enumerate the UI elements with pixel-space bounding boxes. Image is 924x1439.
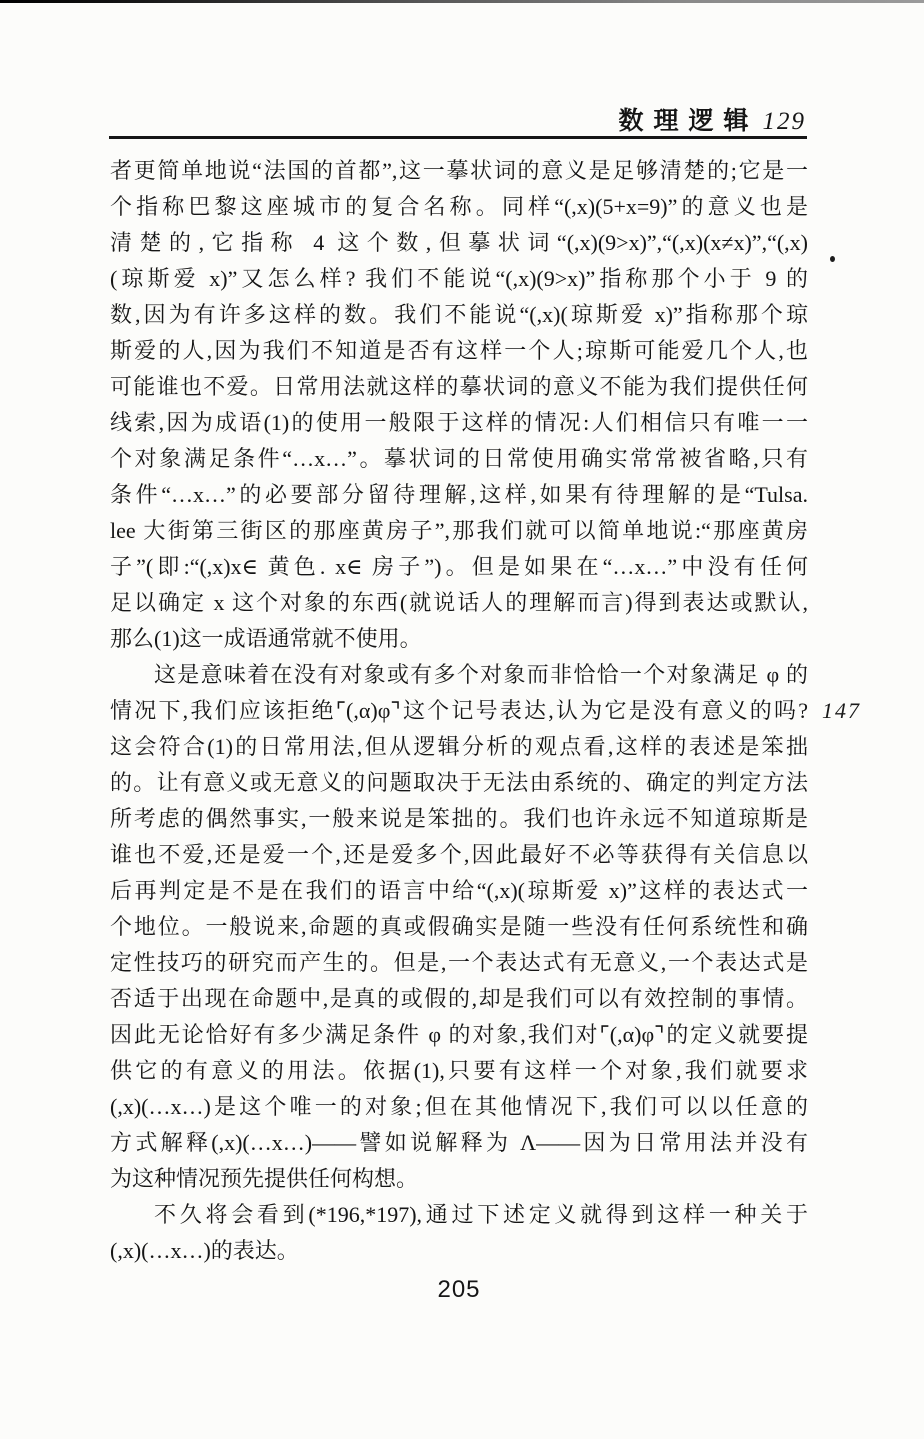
text-line: 供它的有意义的用法。依据(1),只要有这样一个对象,我们就要求 bbox=[110, 1058, 808, 1083]
text-line: 因此无论恰好有多少满足条件 φ 的对象,我们对⌜(,α)φ⌝的定义就要提 bbox=[110, 1022, 808, 1047]
text-line: 这是意味着在没有对象或有多个对象而非恰恰一个对象满足 φ 的 bbox=[154, 662, 808, 687]
text-line: 个地位。一般说来,命题的真或假确实是随一些没有任何系统性和确 bbox=[110, 914, 808, 939]
text-line: 足以确定 x 这个对象的东西(就说话人的理解而言)得到表达或默认, bbox=[110, 590, 808, 615]
page-header bbox=[618, 101, 806, 137]
text-line: 不久将会看到(*196,*197),通过下述定义就得到这样一种关于 bbox=[154, 1202, 808, 1227]
text-line: 那么(1)这一成语通常就不使用。 bbox=[110, 626, 422, 651]
text-line: 个对象满足条件“…x…”。摹状词的日常使用确实常常被省略,只有 bbox=[110, 446, 808, 471]
text-line: 情况下,我们应该拒绝⌜(,α)φ⌝这个记号表达,认为它是没有意义的吗? bbox=[110, 698, 808, 723]
text-line: 方式解释(,x)(…x…)——譬如说解释为 Λ——因为日常用法并没有 bbox=[110, 1130, 808, 1155]
text-line: lee 大街第三街区的那座黄房子”,那我们就可以简单地说:“那座黄房 bbox=[110, 518, 808, 543]
running-title: 数理逻辑 bbox=[618, 108, 759, 135]
text-line: 可能谁也不爱。日常用法就这样的摹状词的意义不能为我们提供任何 bbox=[110, 374, 808, 399]
text-line: 清楚的,它指称 4 这个数,但摹状词“(,x)(9>x)”,“(,x)(x≠x)”,“(,x) bbox=[110, 230, 808, 255]
text-line: 个指称巴黎这座城市的复合名称。同样“(,x)(5+x=9)”的意义也是 bbox=[110, 194, 808, 219]
text-line: 数,因为有许多这样的数。我们不能说“(,x)(琼斯爱 x)”指称那个琼 bbox=[110, 302, 808, 327]
ink-speck-artifact bbox=[830, 256, 835, 262]
text-line: 线索,因为成语(1)的使用一般限于这样的情况:人们相信只有唯一一 bbox=[110, 410, 808, 435]
text-line: 所考虑的偶然事实,一般来说是笨拙的。我们也许永远不知道琼斯是 bbox=[110, 806, 808, 831]
text-line: 斯爱的人,因为我们不知道是否有这样一个人;琼斯可能爱几个人,也 bbox=[110, 338, 808, 363]
text-line: 后再判定是不是在我们的语言中给“(,x)(琼斯爱 x)”这样的表达式一 bbox=[110, 878, 808, 903]
text-line: 这会符合(1)的日常用法,但从逻辑分析的观点看,这样的表述是笨拙 bbox=[110, 734, 808, 759]
header-rule bbox=[109, 136, 807, 139]
text-line: 否适于出现在命题中,是真的或假的,却是我们可以有效控制的事情。 bbox=[110, 986, 808, 1011]
text-line: 子”(即:“(,x)x∈ 黄色. x∈ 房子”)。但是如果在“…x…”中没有任何 bbox=[110, 554, 808, 579]
text-line: 者更简单地说“法国的首都”,这一摹状词的意义是足够清楚的;它是一 bbox=[110, 158, 808, 183]
text-line: (,x)(…x…)是这个唯一的对象;但在其他情况下,我们可以以任意的 bbox=[110, 1094, 808, 1119]
text-line: (琼斯爱 x)”又怎么样? 我们不能说“(,x)(9>x)”指称那个小于 9 的 bbox=[110, 266, 808, 291]
page-number-footer: 205 bbox=[437, 1276, 481, 1303]
body-text bbox=[110, 153, 808, 1269]
text-line: 为这种情况预先提供任何构想。 bbox=[110, 1166, 419, 1191]
text-line: 谁也不爱,还是爱一个,还是爱多个,因此最好不必等获得有关信息以 bbox=[110, 842, 808, 867]
text-line: 条件“…x…”的必要部分留待理解,这样,如果有待理解的是“Tulsa. bbox=[110, 482, 808, 507]
margin-note: 147 bbox=[822, 698, 861, 723]
text-line: 的。让有意义或无意义的问题取决于无法由系统的、确定的判定方法 bbox=[110, 770, 808, 795]
text-line: (,x)(…x…)的表达。 bbox=[110, 1238, 299, 1263]
header-page-number: 129 bbox=[762, 108, 806, 135]
text-line: 定性技巧的研究而产生的。但是,一个表达式有无意义,一个表达式是 bbox=[110, 950, 808, 975]
scan-edge-artifact bbox=[0, 0, 924, 3]
